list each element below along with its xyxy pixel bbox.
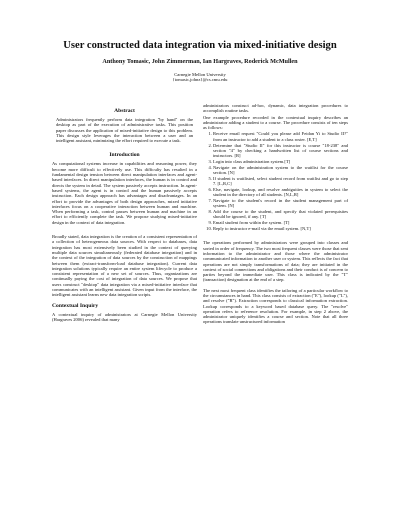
right-paragraph-2: One example procedure recorded in the contextual inquiry describes an administrator adding a student to a course. The procedure consists of ten steps as follows:: [203, 114, 348, 131]
procedure-step: 2. Determine that "Studio II" for this instructor is course "18-238" and section "4" by checking a handwritten list of course sections and instructors. [R]: [213, 143, 348, 159]
right-column: [203, 103, 348, 330]
procedure-step: 10. Reply to instructor e-mail via the email system. [N,T]: [213, 226, 348, 231]
procedure-step: 5. If student is waitlisted, select student record from waitlist and go to step 7. [L,R,C]: [213, 176, 348, 187]
author-email: {tomasic,johnz}@cs.cmu.edu: [172, 77, 228, 83]
abstract-heading: Abstract: [114, 108, 135, 114]
procedure-step: 4. Navigate on the administration system to the waitlist for the course section. [N]: [213, 165, 348, 176]
author-list: Anthony Tomasic, John Zimmerman, Ian Hargraves, Roderick McMullen: [102, 58, 298, 65]
procedure-step: 8. Add the course to the student, and specify that violated prerequisites should be ignored, if any. [T]: [213, 209, 348, 220]
procedure-step: 7. Navigate to the student's record in the student management part of system. [N]: [213, 198, 348, 209]
right-paragraph-4: The next most frequent class identifies the tailoring of a particular workflow to the circumstances in hand. This class consists of extraction ("E"), lookup ("L"), and resolve ("R"). Extraction corresponds to classical information extraction. Lookup corresponds to a keyword based database query. The "resolve" operation refers to reference resolution. For example, in step 2 above, the administrator uniquely identifies a course and section. Note that all three operations translate unstructured information: [203, 287, 348, 325]
procedure-steps: [203, 131, 348, 231]
procedure-step: 3. Login into class administration system.[T]: [213, 159, 348, 164]
right-paragraph-3: The operations performed by administrators were grouped into classes and sorted in order of frequency. The two most frequent classes were those that sent information to the administrator and those where the administrator communicated information to another user or system. This reflects the fact that operations are not simply transformations of data; they are initiated in the context of social connections and obligations and their conduct is of concern to parties beyond the immediate user. This class is indicated by the "T" (transaction) designation at the end of a step.: [203, 240, 348, 283]
procedure-step: 1. Receive email request "Could you please add Feidan Yi to Studio II?" from an instructor to add a student to a class roster. [E,T]: [213, 131, 348, 142]
procedure-step: 9. Email student from within the system. [T]: [213, 220, 348, 225]
intro-paragraph-2: Broadly stated, data integration is the creation of a consistent representation of a collection of heterogeneous data sources. With respect to databases, data integration has most extensively been studied in the context of querying multiple data sources simultaneously (federated database integration) and in the context of the integration of data sources by the construction of mappings between them (extract-transform-load database integration). Current data integration solutions typically require an entire system lifecycle to produce a consistent representation of a new set of sources. Thus, organizations are continually paying the cost of integration of data sources. We propose that users construct "desktop" data integration via a mixed-initiative interface that communicates with an intelligent assistant. Given input from the interface, the intelligent assistant learns new data integration scripts.: [52, 234, 197, 298]
contextual-inquiry-heading: Contextual Inquiry: [52, 302, 99, 309]
right-paragraph-1: administrators construct ad-hoc, dynamic, data integration procedures to accomplish routine tasks.: [203, 103, 348, 114]
abstract-text: Administrators frequently perform data integration "by hand" on the desktop as part of the execution of administrative tasks. This position paper discusses the application of mixed-initiative design to this problem. This design style leverages the interaction between a user and an intelligent assistant, minimizing the effort required to execute a task.: [56, 117, 193, 144]
affiliation: Carnegie Mellon University: [174, 72, 226, 77]
procedure-step: 6. Else, navigate, lookup, and resolve ambiguities in system to select the student in the directory of all students. [N,L,R]: [213, 187, 348, 198]
affiliation-block: [0, 72, 400, 83]
introduction-heading: Introduction: [109, 152, 140, 159]
intro-paragraph-1: As computational systems increase in capabilities and reasoning power, they become more difficult to effectively use. This difficulty has resulted in a fundamental design tension between direct manipulation interfaces and agent-based interfaces. In direct manipulation interfaces, the human is in control and directs the system in detail. The system passively accepts instruction. In agent-based systems, the agent is in control and the human passively accepts instruction. Each design approach has advantages and disadvantages. In an effort to provide the advantages of both design approaches, mixed initiative interfaces focus on a cooperative interaction between human and machine. When performing a task, control passes between human and machine in an effort to efficiently complete the task. We propose studying mixed-initiative design in the context of data integration.: [52, 161, 197, 225]
paper-title: User constructed data integration via mixed-initiative design: [63, 40, 337, 51]
contextual-inquiry-text: A contextual inquiry of administrators at Carnegie Mellon University (Hargraves 2006) revealed that many: [52, 311, 197, 322]
left-column: [52, 103, 197, 327]
